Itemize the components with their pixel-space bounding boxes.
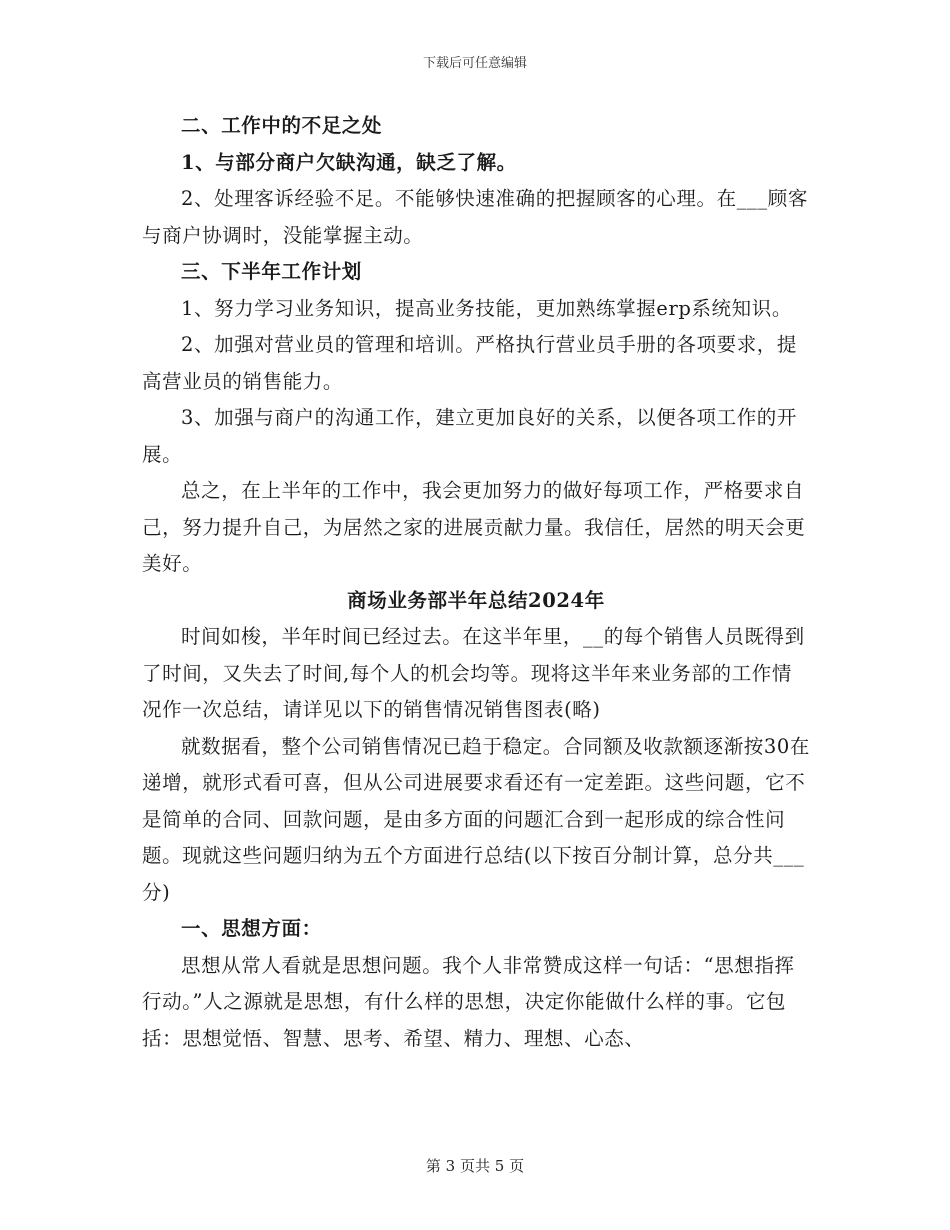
section-heading-plan: 三、下半年工作计划 — [181, 260, 362, 283]
document-title: 商场业务部半年总结2024年 — [347, 588, 605, 612]
paragraph-point-1: 1、与部分商户欠缺沟通，缺乏了解。 — [181, 150, 517, 174]
page-header: 下载后可任意编辑 — [422, 56, 527, 71]
paragraph-conclusion: 总之，在上半年的工作中，我会更加努力的做好每项工作，严格要求自己，努力提升自己，为居然之家的进展贡献力量。我信任，居然的明天会更美好。 — [142, 479, 806, 575]
paragraph-plan-2: 2、加强对营业员的管理和培训。严格执行营业员手册的各项要求，提高营业员的销售能力。 — [142, 333, 798, 393]
paragraph-point-2: 2、处理客诉经验不足。不能够快速准确的把握顾客的心理。在___顾客与商户协调时，没能掌握主动。 — [142, 187, 808, 247]
page-footer: 第 3 页共 5 页 — [425, 1157, 525, 1175]
paragraph-intro: 时间如梭，半年时间已经过去。在这半年里，__的每个销售人员既得到了时间，又失去了时间,每个人的机会均等。现将这半年来业务部的工作情况作一次总结，请详见以下的销售情况销售图表(略) — [142, 625, 805, 721]
document-body — [142, 108, 810, 1057]
section-heading-thought: 一、思想方面： — [181, 917, 322, 940]
paragraph-thought: 思想从常人看就是思想问题。我个人非常赞成这样一句话：“思想指挥行动。”人之源就是思想，有什么样的思想，决定你能做什么样的事。它包括：思想觉悟、智慧、思考、希望、精力、理想、心态、 — [142, 953, 795, 1050]
paragraph-plan-1: 1、努力学习业务知识，提高业务技能，更加熟练掌握erp系统知识。 — [181, 296, 792, 320]
section-heading-shortcomings: 二、工作中的不足之处 — [181, 114, 383, 137]
paragraph-data-analysis: 就数据看，整个公司销售情况已趋于稳定。合同额及收款额逐渐按30在递增，就形式看可喜，但从公司进展要求看还有一定差距。这些问题，它不是简单的合同、回款问题，是由多方面的问题汇合到一起形成的综合性问题。现就这些问题归纳为五个方面进行总结(以下按百分制计算，总分共___分) — [142, 734, 811, 904]
paragraph-plan-3: 3、加强与商户的沟通工作，建立更加良好的关系，以便各项工作的开展。 — [142, 406, 798, 466]
